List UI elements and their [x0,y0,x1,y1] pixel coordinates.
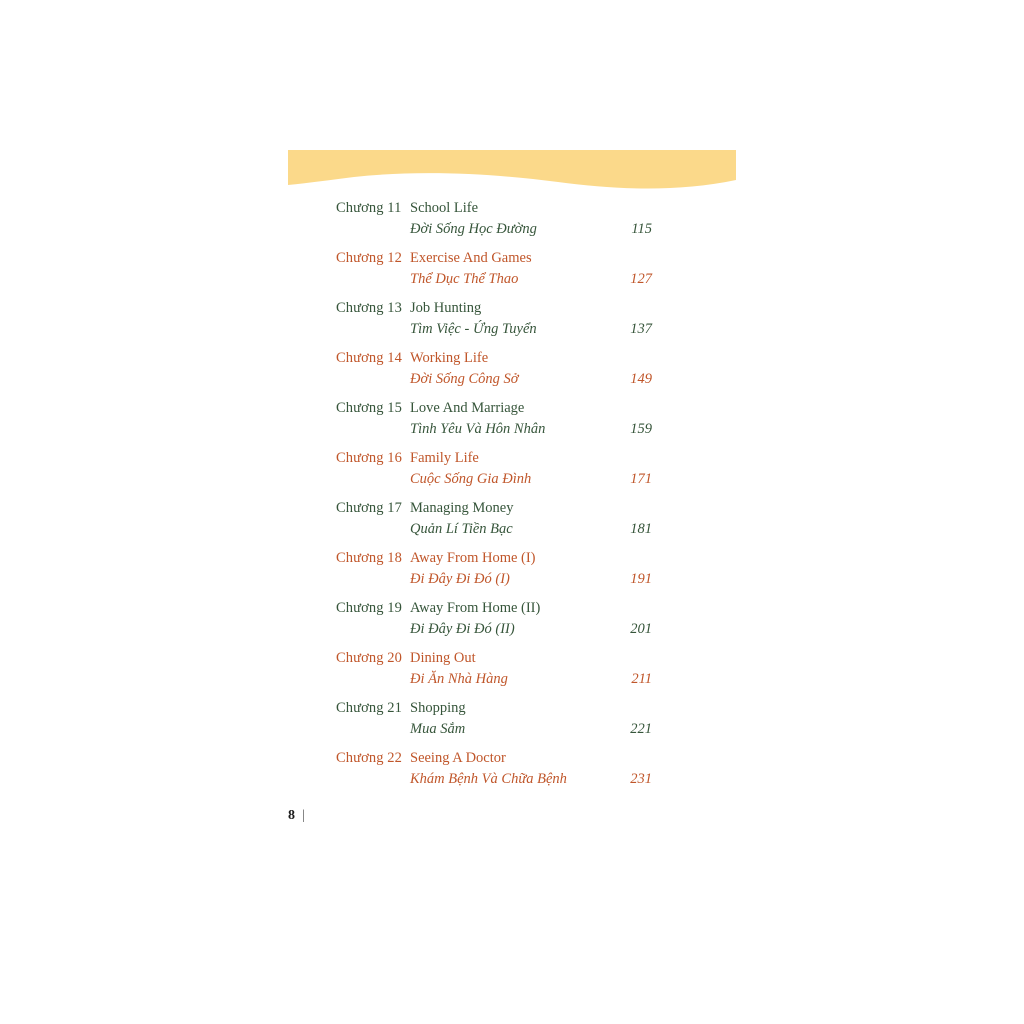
toc-chapter-label: Chương 17 [336,500,402,516]
toc-title-english: Working Life [410,350,489,366]
toc-chapter-label: Chương 16 [336,450,402,466]
toc-chapter-label: Chương 14 [336,350,402,366]
toc-entry[interactable] [288,450,748,490]
toc-title-vietnamese: Đi Ăn Nhà Hàng [410,671,508,687]
toc-page-number: 171 [630,471,652,487]
toc-page-number: 115 [631,221,652,237]
toc-title-vietnamese: Đi Đây Đi Đó (II) [410,621,515,637]
toc-title-vietnamese: Mua Sắm [410,721,466,737]
toc-title-english: Dining Out [410,650,476,666]
toc-entry[interactable] [288,350,748,390]
toc-chapter-label: Chương 19 [336,600,402,616]
toc-page-number: 149 [630,371,652,387]
toc-chapter-label: Chương 12 [336,250,402,266]
toc-title-vietnamese: Cuộc Sống Gia Đình [410,471,532,487]
toc-title-vietnamese: Đời Sống Học Đường [410,221,537,237]
toc-title-english: Shopping [410,700,466,716]
toc-page-number: 191 [630,571,652,587]
toc-title-vietnamese: Thể Dục Thể Thao [410,271,519,287]
toc-page-number: 137 [630,321,652,337]
toc-title-english: Love And Marriage [410,400,525,416]
toc-entry[interactable] [288,500,748,540]
toc-entry[interactable] [288,650,748,690]
toc-entry[interactable] [288,600,748,640]
toc-page-number: 181 [630,521,652,537]
toc-entry[interactable] [288,250,748,290]
toc-title-vietnamese: Quản Lí Tiền Bạc [410,521,513,537]
toc-page-number: 201 [630,621,652,637]
toc-title-english: School Life [410,200,479,216]
folio-number: 8 [288,808,295,823]
table-of-contents [288,200,748,800]
toc-title-english: Family Life [410,450,479,466]
toc-page-number: 159 [630,421,652,437]
toc-page-number: 127 [630,271,652,287]
page-folio [288,808,305,824]
toc-title-english: Seeing A Doctor [410,750,506,766]
toc-entry[interactable] [288,700,748,740]
toc-chapter-label: Chương 22 [336,750,402,766]
toc-entry[interactable] [288,750,748,790]
toc-page-number: 231 [630,771,652,787]
toc-title-vietnamese: Tìm Việc - Ứng Tuyển [410,321,537,337]
toc-entry[interactable] [288,400,748,440]
toc-title-english: Away From Home (II) [410,600,541,616]
toc-title-english: Managing Money [410,500,514,516]
toc-page-number: 211 [631,671,652,687]
toc-title-english: Away From Home (I) [410,550,536,566]
toc-entry[interactable] [288,550,748,590]
toc-chapter-label: Chương 21 [336,700,402,716]
toc-title-vietnamese: Tình Yêu Và Hôn Nhân [410,421,546,437]
decorative-banner [288,150,736,192]
toc-page-number: 221 [630,721,652,737]
folio-separator: | [302,808,305,823]
toc-chapter-label: Chương 11 [336,200,402,216]
toc-title-english: Exercise And Games [410,250,532,266]
toc-chapter-label: Chương 13 [336,300,402,316]
toc-title-vietnamese: Khám Bệnh Và Chữa Bệnh [410,771,567,787]
toc-chapter-label: Chương 20 [336,650,402,666]
toc-chapter-label: Chương 15 [336,400,402,416]
toc-entry[interactable] [288,300,748,340]
toc-chapter-label: Chương 18 [336,550,402,566]
toc-entry[interactable] [288,200,748,240]
toc-title-english: Job Hunting [410,300,482,316]
toc-title-vietnamese: Đi Đây Đi Đó (I) [410,571,510,587]
toc-title-vietnamese: Đời Sống Công Sở [410,371,519,387]
